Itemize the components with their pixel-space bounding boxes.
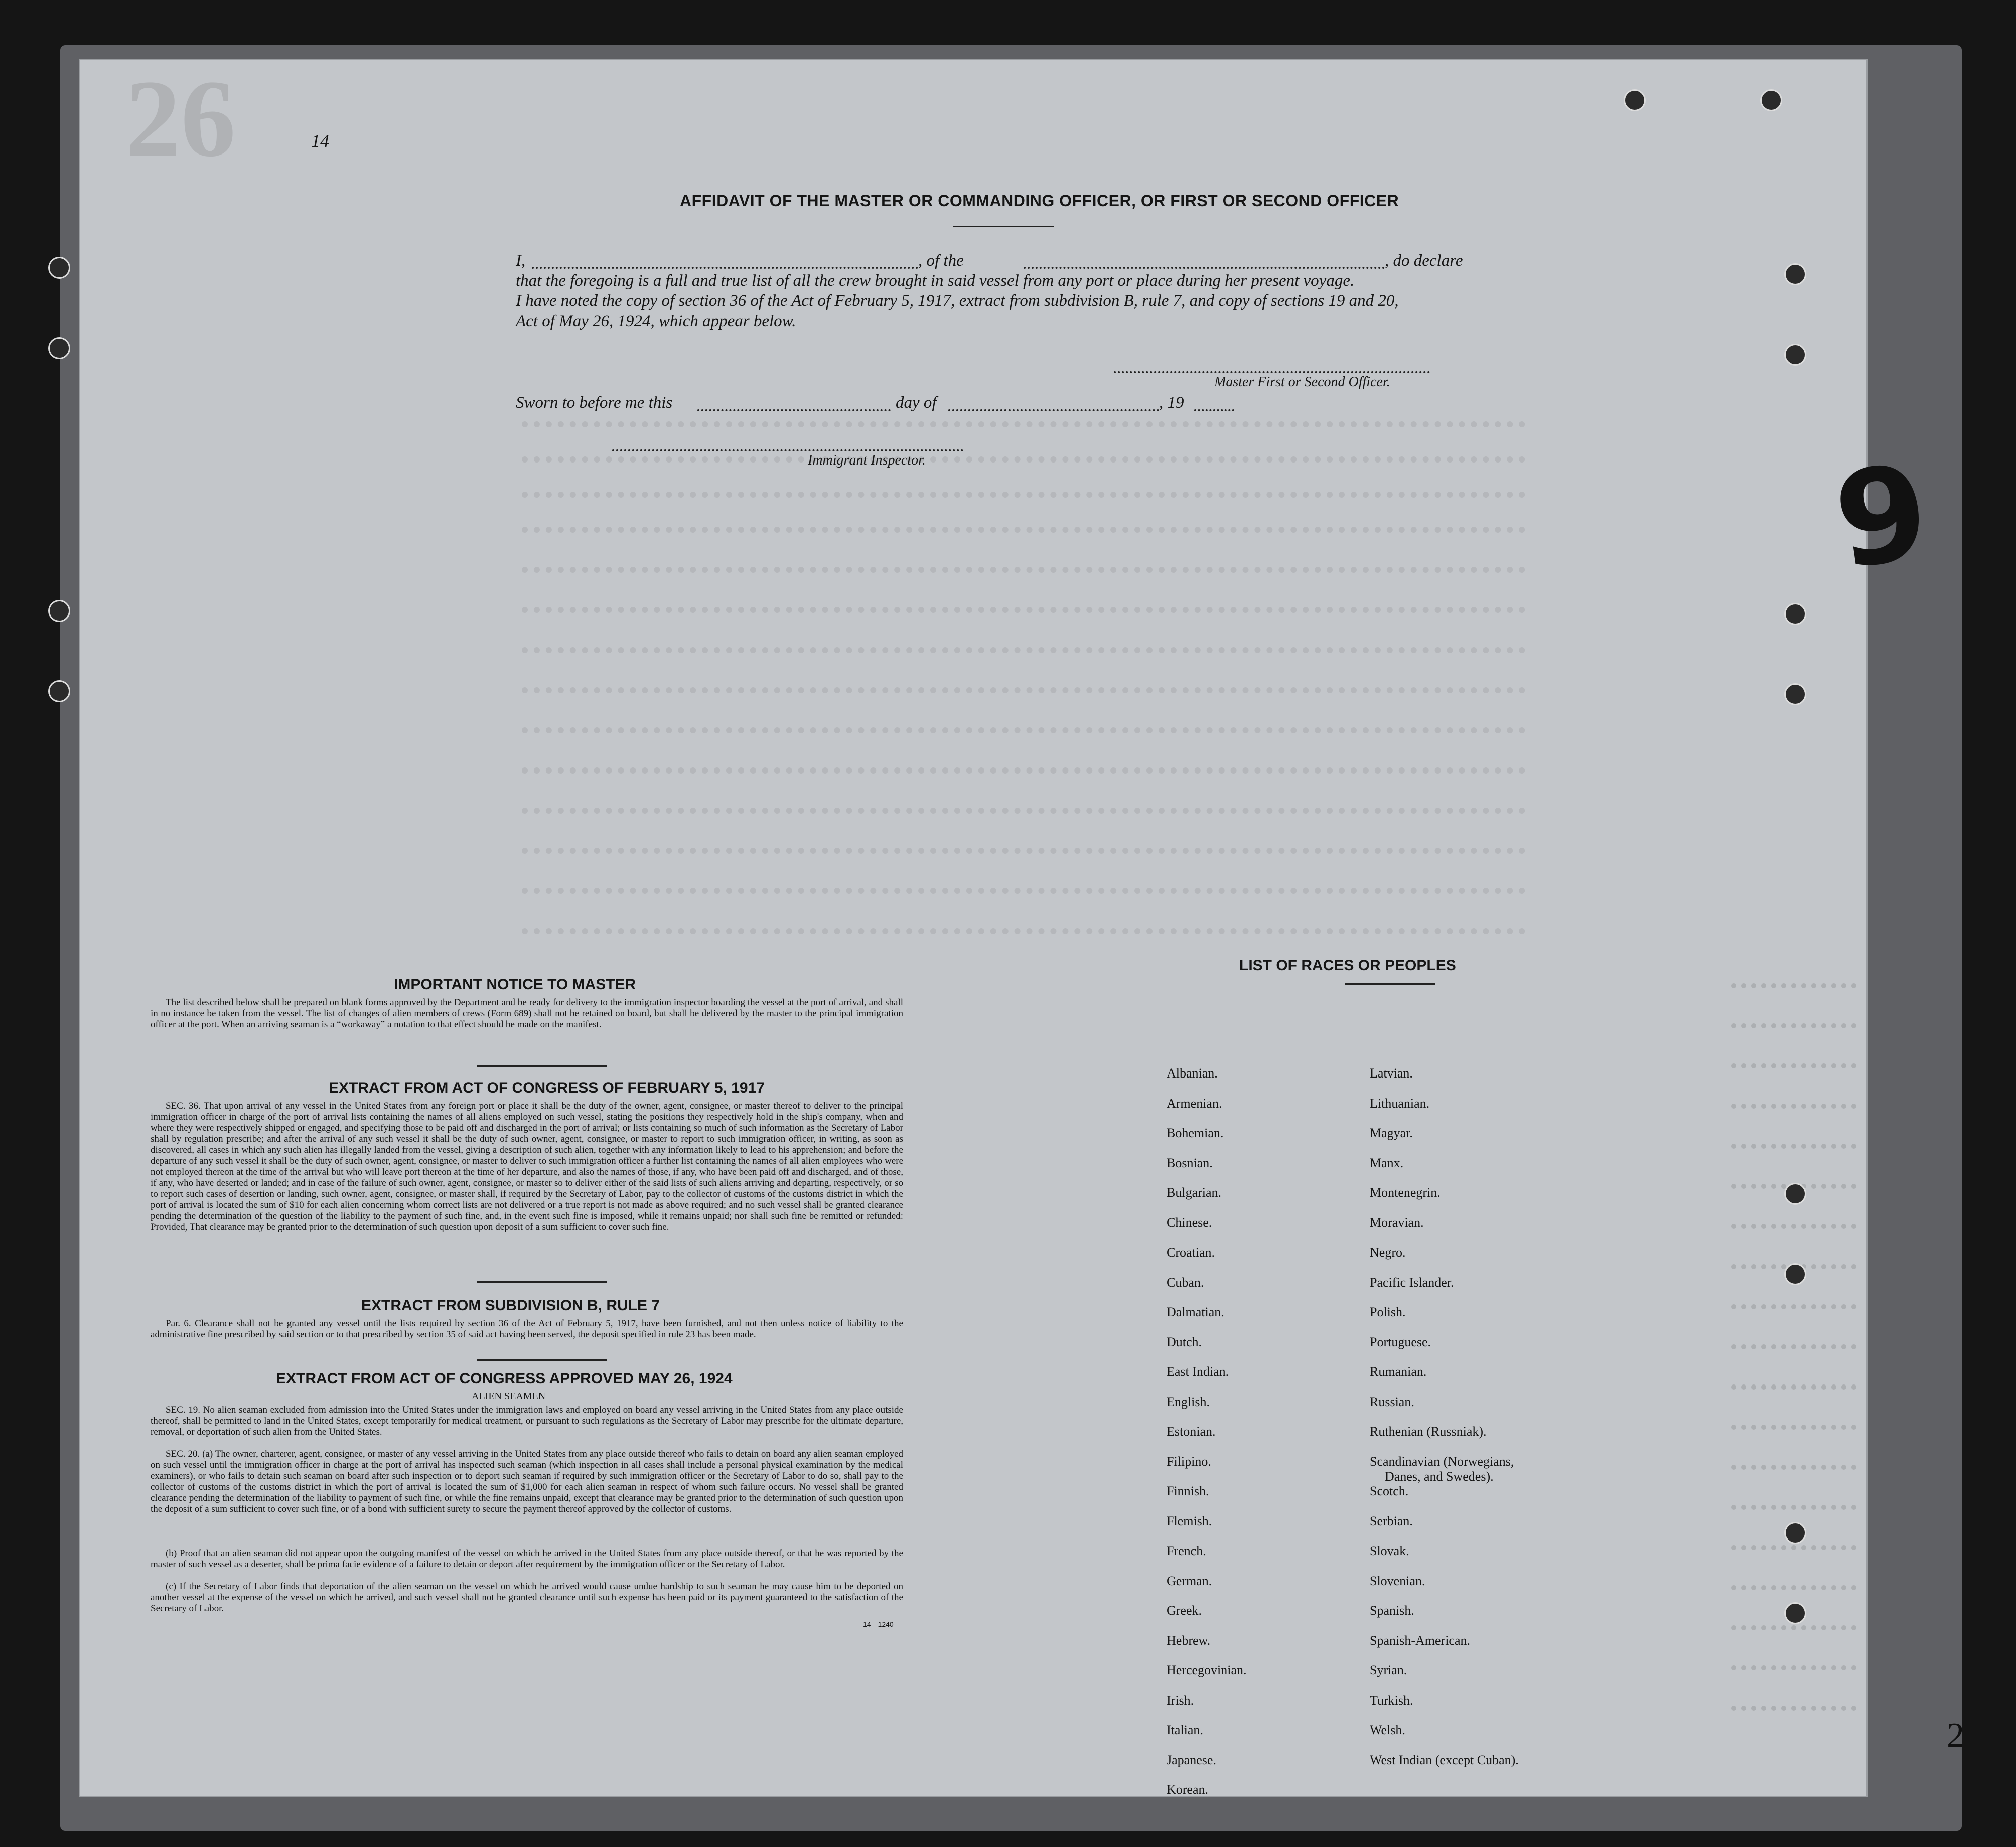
race-item: Manx. [1370,1155,1404,1170]
ghost-row [522,767,1525,783]
form-code: 14—1240 [863,1620,894,1628]
race-item: German. [1167,1573,1212,1588]
rule7-text: Par. 6. Clearance shall not be granted any vessel until the lists required by section 36 of the Act of February 5, 1917, have been furnished, and not then unless notice of liability to the administrative fine prescribed by said section or to that prescribed by section 35 of said act having been served, the deposit specified in rule 23 has been made. [151,1318,903,1340]
vessel-field[interactable] [1024,267,1385,269]
race-item: Montenegrin. [1370,1185,1441,1200]
binder-hole [1784,603,1806,625]
inspector-signature-field[interactable] [612,449,963,451]
master-signature-label: Master First or Second Officer. [1214,374,1390,390]
sworn-text: Sworn to before me this [516,394,673,412]
race-item: Korean. [1167,1782,1209,1797]
sec19-text: SEC. 19. No alien seaman excluded from admission into the United States under the immigration laws and employed on board any vessel arriving in the United States from any place outside thereof, shall be permitted to land in the United States, except temporarily for medical treatment, or pursuant to such regulations as the Secretary of Labor may prescribe for the ultimate departure, removal, or deportation of such alien from the United States. [151,1405,903,1437]
race-item: Estonian. [1167,1424,1216,1439]
race-item: Albanian. [1167,1066,1218,1081]
race-item: Polish. [1370,1305,1406,1319]
binder-hole [1784,683,1806,705]
ghost-row [1731,1505,1856,1520]
ghost-row [1731,1104,1856,1119]
handwritten-mark: 2 [1947,1716,1964,1755]
ghost-row [522,808,1525,823]
ghost-row [1731,1063,1856,1079]
notice-text: The list described below shall be prepared on blank forms approved by the Department and be ready for delivery to the immigration inspector boarding the vessel at the port of arrival, and shall in no instance be taken from the vessel. The list of changes of alien members of crews (Form 689) shall not be retained on board, but shall be delivered by the master to the principal immigration officer at the port. When an arriving seaman is a “workaway” a notation to that effect should be made on the manifest. [151,997,903,1030]
affidavit-line-3: I have noted the copy of section 36 of the Act of February 5, 1917, extract from subdivision B, rule 7, and copy of sections 19 and 20, [516,292,1399,310]
race-item: Bosnian. [1167,1155,1213,1170]
ghost-row [1731,1465,1856,1480]
binder-hole [48,680,70,702]
rule7-heading: EXTRACT FROM SUBDIVISION B, RULE 7 [361,1297,660,1314]
race-item: Latvian. [1370,1066,1413,1081]
sec20c-text: (c) If the Secretary of Labor finds that deportation of the alien seaman on the vessel on which he arrived would cause undue hardship to such seaman he may cause him to be deported on another vessel at the expense of the vessel on which he arrived, and such vessel shall not be granted clearance until such expense has been paid or its payment guaranteed to the satisfaction of the Secretary of Labor. [151,1581,903,1614]
races-heading: LIST OF RACES OR PEOPLES [1239,957,1456,974]
race-item: Italian. [1167,1723,1203,1737]
affidavit-line-4: Act of May 26, 1924, which appear below. [516,312,796,330]
race-item: Turkish. [1370,1692,1413,1708]
race-item: Moravian. [1370,1215,1424,1230]
race-item: Scandinavian (Norwegians, [1370,1454,1514,1469]
section-divider [477,1359,607,1361]
affidavit-line-2: that the foregoing is a full and true list of all the crew brought in said vessel from any port or place during her present voyage. [516,272,1355,290]
race-item: Dalmatian. [1167,1305,1224,1319]
ghost-row [1731,1384,1856,1400]
race-item: Dutch. [1167,1334,1202,1349]
handwritten-note: 14 [311,131,329,151]
day-of-text: day of [896,394,937,412]
race-item: Finnish. [1167,1484,1209,1498]
sworn-day-field[interactable] [697,409,891,411]
master-signature-field[interactable] [1114,371,1430,373]
ghost-row [522,607,1525,622]
ghost-row [1731,1585,1856,1600]
ghost-row [522,527,1525,542]
sworn-year-field[interactable] [1194,409,1234,411]
binder-hole [1784,1263,1806,1285]
race-item: Bohemian. [1167,1126,1224,1140]
race-item: Slovenian. [1370,1573,1425,1588]
ghost-row [1731,1344,1856,1359]
faint-stamp-number: 26 [125,57,236,180]
ghost-row [1731,1023,1856,1038]
race-item: Japanese. [1167,1752,1216,1767]
race-item: Negro. [1370,1245,1406,1260]
race-item: Slovak. [1370,1544,1409,1558]
race-item: Welsh. [1370,1723,1405,1737]
name-field[interactable] [532,267,918,269]
bleed-through-table [80,60,1866,1796]
affidavit-i: I, [516,252,526,270]
sworn-month-field[interactable] [948,409,1159,411]
ghost-row [1731,1224,1856,1239]
ghost-row [1731,1625,1856,1640]
race-item: Bulgarian. [1167,1185,1222,1200]
race-item: Flemish. [1167,1513,1212,1528]
race-item: East Indian. [1167,1364,1229,1379]
ghost-row [1731,1304,1856,1319]
ghost-row [1731,1706,1856,1721]
race-item: Ruthenian (Russniak). [1370,1424,1487,1439]
race-item: English. [1167,1394,1210,1409]
binder-hole [1784,1183,1806,1205]
race-item: Filipino. [1167,1454,1211,1469]
race-item: Spanish-American. [1370,1633,1471,1648]
binder-hole [48,257,70,279]
title-divider [953,226,1054,227]
ghost-row [1731,1545,1856,1560]
section-divider [477,1281,607,1283]
ghost-row [522,421,1525,436]
race-item: Serbian. [1370,1513,1413,1528]
ghost-row [522,888,1525,903]
ghost-row [1731,1665,1856,1680]
race-item: West Indian (except Cuban). [1370,1752,1519,1767]
handwritten-number: 9 [1826,435,1938,599]
race-item: Portuguese. [1370,1334,1431,1349]
affidavit-declare: , do declare [1385,252,1463,270]
race-item: Rumanian. [1370,1364,1427,1379]
binder-hole [1784,1602,1806,1624]
race-item: Russian. [1370,1394,1414,1409]
section-divider [477,1065,607,1067]
ghost-row [522,687,1525,702]
alien-seamen-subheading: ALIEN SEAMEN [472,1391,546,1402]
ghost-row [522,647,1525,662]
race-item: French. [1167,1544,1206,1558]
affidavit-of-the: , of the [918,252,964,270]
race-item: Lithuanian. [1370,1096,1430,1111]
race-item: Armenian. [1167,1096,1222,1111]
binder-hole [1784,263,1806,285]
race-item: Pacific Islander. [1370,1275,1454,1290]
race-item: Hebrew. [1167,1633,1211,1648]
ghost-row [522,492,1525,507]
manifest-page [80,57,1964,1797]
ghost-row [522,567,1525,582]
binder-hole [1784,344,1806,366]
extract-1917-heading: EXTRACT FROM ACT OF CONGRESS OF FEBRUARY 5, 1917 [329,1080,765,1096]
ghost-row [522,456,1525,472]
race-item: Danes, and Swedes). [1385,1469,1494,1484]
race-item: Syrian. [1370,1663,1407,1677]
ghost-row [1731,1144,1856,1159]
races-divider [1345,983,1435,985]
extract-1924-heading: EXTRACT FROM ACT OF CONGRESS APPROVED MAY 26, 1924 [276,1370,733,1387]
ghost-row [522,848,1525,863]
year-prefix: , 19 [1159,394,1184,412]
ghost-row [1731,1425,1856,1440]
race-item: Croatian. [1167,1245,1215,1260]
notice-heading: IMPORTANT NOTICE TO MASTER [394,976,636,993]
affidavit-title: AFFIDAVIT OF THE MASTER OR COMMANDING OFFICER, OR FIRST OR SECOND OFFICER [680,192,1399,210]
binder-hole [1784,1522,1806,1544]
ghost-row [522,928,1525,943]
extract-1917-text: SEC. 36. That upon arrival of any vessel in the United States from any foreign port or place it shall be the duty of the owner, agent, consignee, or master thereof to deliver to the principal immigration officer in charge of the port of arrival lists containing the names of all aliens employed on such vessel, stating the positions they respectively hold in the ship's company, when and where they were respectively shipped or engaged, and specifying those to be paid off and discharged in the port of arrival; or lists containing so much of such information as the Secretary of Labor shall by regulation prescribe; and after the arrival of any such vessel it shall be the duty of such owner, agent, consignee, or master to report to such immigration officer, in writing, as soon as discovered, all cases in which any such alien has illegally landed from the vessel, giving a description of such alien, together with any information likely to lead to his apprehension; and before the departure of any such vessel it shall be the duty of such owner, agent, consignee, or master to deliver to such immigration officer a further list containing the names of all alien employees who were not employed thereon at the time of the arrival but who will leave port thereon at the time of her departure, and also the names of those, if any, who have been paid off and discharged, and of those, if any, who have deserted or landed; and in case of the failure of such owner, agent, consignee, or master so to deliver either of the said lists of such aliens arriving and departing, respectively, or so to report such cases of desertion or landing, such owner, agent, consignee, or master shall, if required by the Secretary of Labor, pay to the collector of customs of the customs district in which the port of arrival is located the sum of $10 for each alien concerning whom correct lists are not delivered or a true report is not made as above required; and no such vessel shall be granted clearance pending the determination of the question of the liability to the payment of such fine, and, in the event such fine is imposed, while it remains unpaid; nor shall such fine be remitted or refunded: Provided, That clearance may be granted prior to the determination of such question upon deposit of a sum sufficient to cover such fine. [151,1101,903,1233]
binder-hole [48,337,70,359]
race-item: Irish. [1167,1692,1194,1708]
ghost-row [1731,983,1856,998]
binder-hole [48,600,70,622]
race-item: Greek. [1167,1603,1202,1618]
inspector-signature-label: Immigrant Inspector. [808,452,926,468]
sec20a-text: SEC. 20. (a) The owner, charterer, agent, consignee, or master of any vessel arriving in the United States from any place outside thereof who fails to detain on board any alien seaman employed on such vessel until the immigration officer in charge at the port of arrival has inspected such seaman (which inspection in all cases shall include a personal physical examination by the medical examiners), or who fails to detain such seaman on board after such inspection or to deport such seaman if required by such immigration officer or the Secretary of Labor to do so, shall pay to the collector of customs of the customs district in which the port of arrival is located the sum of $1,000 for each alien seaman in respect of whom such failure occurs. No vessel shall be granted clearance pending the determination of the liability to payment of such fine, or while the fine remains unpaid, except that clearance may be granted prior to the determination of such question upon the deposit of a sum sufficient to cover such fine, or of a bond with sufficient surety to secure the payment thereof approved by the collector of customs. [151,1449,903,1514]
race-item: Chinese. [1167,1215,1212,1230]
race-item: Spanish. [1370,1603,1414,1618]
race-item: Scotch. [1370,1484,1409,1498]
sec20b-text: (b) Proof that an alien seaman did not appear upon the outgoing manifest of the vessel on which he arrived in the United States from any place outside thereof, or that he was reported by the master of such vessel as a deserter, shall be prima facie evidence of a failure to detain or deport after requirement by the immigration officer or the Secretary of Labor. [151,1548,903,1570]
ghost-row [522,727,1525,742]
binder-hole [1624,89,1646,111]
binder-hole [1760,89,1782,111]
race-item: Hercegovinian. [1167,1663,1247,1677]
race-item: Cuban. [1167,1275,1204,1290]
race-item: Magyar. [1370,1126,1413,1140]
